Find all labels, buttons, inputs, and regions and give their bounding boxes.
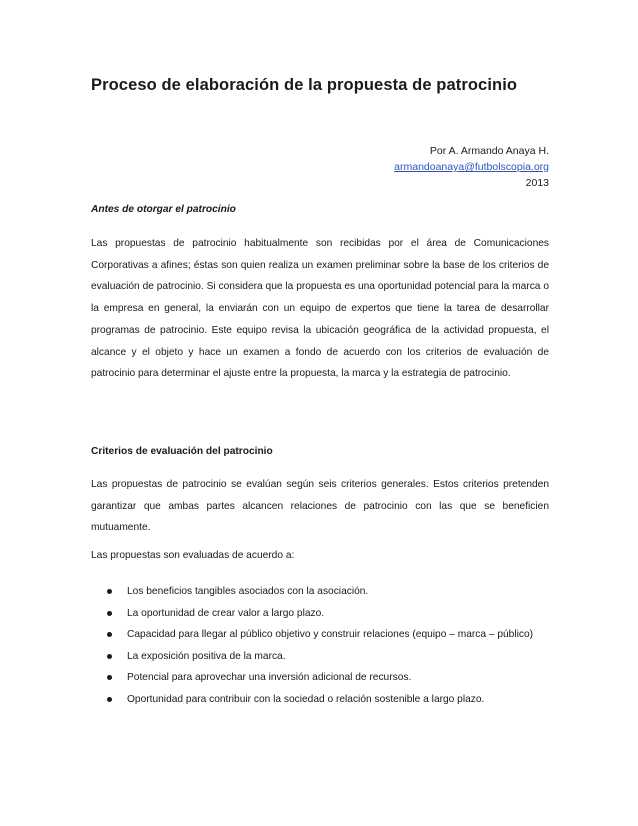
- author-block: [394, 143, 549, 191]
- document-year: 2013: [525, 177, 549, 189]
- bullet-icon: [107, 654, 112, 659]
- list-item: [107, 603, 567, 625]
- author-email-link[interactable]: armandoanaya@futbolscopia.org: [394, 161, 549, 173]
- bullet-icon: [107, 697, 112, 702]
- list-item-text: Potencial para aprovechar una inversión adicional de recursos.: [127, 672, 412, 683]
- section2-paragraph: Las propuestas de patrocinio se evalúan según seis criterios generales. Estos criterios pretenden garantizar que ambas partes alcancen relaciones de patrocinio con las que se beneficien mutuamente.: [91, 479, 549, 534]
- list-item-text: La oportunidad de crear valor a largo plazo.: [127, 607, 325, 619]
- list-item: [107, 646, 567, 668]
- bullet-icon: [107, 632, 112, 637]
- document-title: Proceso de elaboración de la propuesta de patrocinio: [91, 76, 518, 94]
- section1-paragraph: Las propuestas de patrocinio habitualmente son recibidas por el área de Comunicaciones Corporativas a afines; éstas son quien realiza un examen preliminar sobre la base de los criterios de evaluación de patrocinio. Si considera que la propuesta es una oportunidad potencial para la marca o la empresa en general, la enviarán con un equipo de expertos que tiene la tarea de desarrollar programas de patrocinio. Este equipo revisa la ubicación geográfica de la actividad propuesta, el alcance y el objeto y hace un examen a fondo de acuerdo con los criterios de evaluación de patrocinio para determinar el ajuste entre la propuesta, la marca y la estrategia de patrocinio.: [91, 238, 549, 380]
- section-heading-evaluation-criteria: Criterios de evaluación del patrocinio: [91, 446, 273, 457]
- list-item: [107, 667, 567, 689]
- list-item-text: Los beneficios tangibles asociados con la asociación.: [127, 586, 369, 597]
- list-item-text: La exposición positiva de la marca.: [127, 650, 286, 662]
- criteria-intro: Las propuestas son evaluadas de acuerdo a:: [91, 550, 295, 561]
- list-item: [107, 624, 567, 646]
- criteria-list: [107, 581, 567, 710]
- bullet-icon: [107, 675, 112, 680]
- bullet-icon: [107, 589, 112, 594]
- list-item-text: Capacidad para llegar al público objetivo y construir relaciones (equipo – marca – público): [127, 629, 534, 640]
- list-item: [107, 581, 567, 603]
- section-heading-before-sponsorship: Antes de otorgar el patrocinio: [91, 204, 236, 215]
- list-item: [107, 689, 567, 711]
- author-byline: Por A. Armando Anaya H.: [429, 145, 549, 157]
- list-item-text: Oportunidad para contribuir con la sociedad o relación sostenible a largo plazo.: [127, 693, 485, 705]
- bullet-icon: [107, 611, 112, 616]
